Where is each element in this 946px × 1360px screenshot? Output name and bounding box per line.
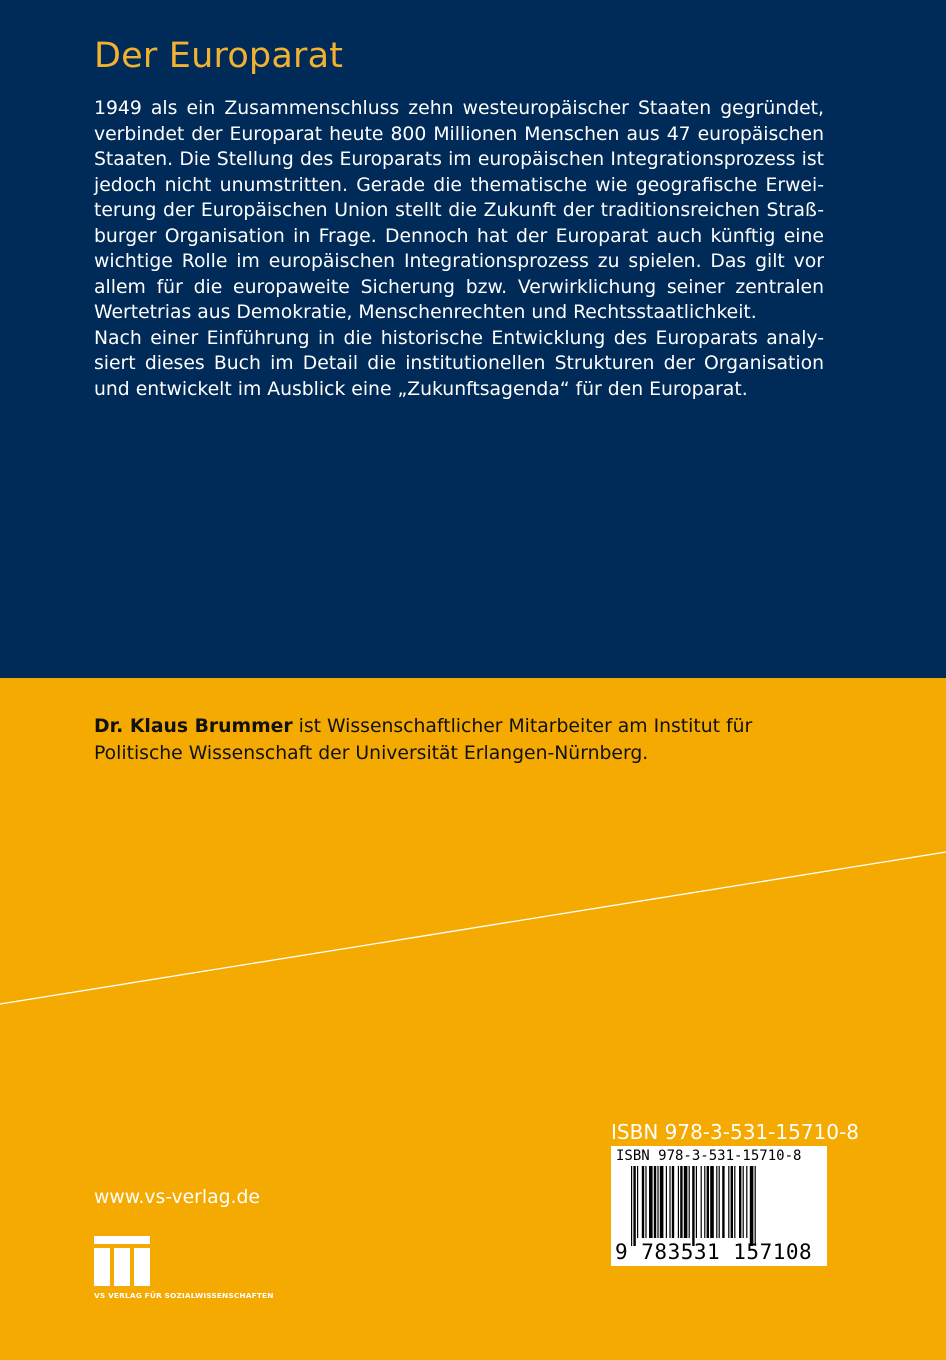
blurb-line: wichtige Rolle im europäischen Integrationsprozess zu spielen. Das gilt vor [94,251,824,272]
blurb-line: und entwickelt im Ausblick eine „Zukunftsagenda“ für den Europarat. [94,378,748,400]
blurb-line: jedoch nicht unumstritten. Gerade die thematische wie geografische Erwei- [94,174,824,196]
barcode-bar [642,1166,644,1238]
barcode-bar [631,1166,632,1246]
barcode-bar [750,1166,754,1246]
barcode-bar [755,1166,756,1246]
book-blurb [94,96,824,402]
barcode-bar [722,1166,724,1238]
blurb-line: Wertetrias aus Demokratie, Menschenrechten und Rechtsstaatlichkeit. [94,302,757,323]
barcode-bar [716,1166,717,1238]
barcode-bar [672,1166,674,1238]
author-bio-line-1 [94,713,854,740]
barcode-bar [731,1166,733,1238]
blurb-line: siert dieses Buch im Detail die institutionellen Strukturen der Organisation [94,353,824,374]
barcode-bar [696,1166,697,1238]
barcode-bar [692,1166,694,1246]
book-title: Der Europarat [94,36,344,76]
barcode-digits: 9 783531 157108 [615,1240,813,1264]
barcode-bar [649,1166,653,1238]
barcode-bar [746,1166,747,1238]
barcode-bar [660,1166,664,1238]
top-panel-navy [0,0,946,678]
barcode-bar [637,1166,638,1238]
barcode-bar [657,1166,658,1238]
barcode-bar [645,1166,646,1238]
barcode-bar [701,1166,702,1238]
barcode-bar [719,1166,720,1238]
barcode-bar [678,1166,679,1238]
barcode-bar [666,1166,667,1238]
barcode-bar [743,1166,744,1238]
isbn-barcode [611,1146,827,1266]
barcode-bar [689,1166,690,1238]
barcode-bar [728,1166,729,1238]
isbn-label: ISBN 978-3-531-15710-8 [611,1120,859,1144]
blurb-line: burger Organisation in Frage. Dennoch hat der Europarat auch künftig eine [94,225,824,247]
author-bio-line-2: Politische Wissenschaft der Universität Erlangen-Nürnberg. [94,743,649,764]
barcode-bar [669,1166,670,1238]
blurb-line: 1949 als ein Zusammenschluss zehn westeuropäischer Staaten gegründet, [94,98,824,119]
author-bio [94,713,854,767]
publisher-name: VS VERLAG FÜR SOZIALWISSENSCHAFTEN [94,1291,274,1300]
blurb-line: Staaten. Die Stellung des Europarats im europäischen Integrationsprozess ist [94,149,824,170]
publisher-website: www.vs-verlag.de [94,1187,260,1208]
author-name: Dr. Klaus Brummer [94,716,293,737]
blurb-line: allem für die europaweite Sicherung bzw. Verwirklichung seiner zentralen [94,276,824,298]
author-bio-text: ist Wissenschaftlicher Mitarbeiter am Institut für [292,716,753,737]
blurb-line: verbindet der Europarat heute 800 Millionen Menschen aus 47 europäischen [94,123,824,145]
barcode-bar [707,1166,709,1238]
barcode-bar [680,1166,682,1238]
barcode-bar [633,1166,635,1246]
publisher-logo-icon [94,1236,150,1286]
barcode-bar [704,1166,705,1238]
barcode-bar [734,1166,735,1238]
barcode-bar [684,1166,688,1238]
barcode-isbn-text: ISBN 978-3-531-15710-8 [616,1148,802,1164]
blurb-line: Nach einer Einführung in die historische Entwicklung des Europarats analy- [94,327,824,349]
barcode-bar [710,1166,714,1238]
barcode-bar [739,1166,741,1238]
barcode-bar [654,1166,656,1238]
blurb-line: terung der Europäischen Union stellt die Zukunft der traditionsreichen Straß- [94,200,824,221]
